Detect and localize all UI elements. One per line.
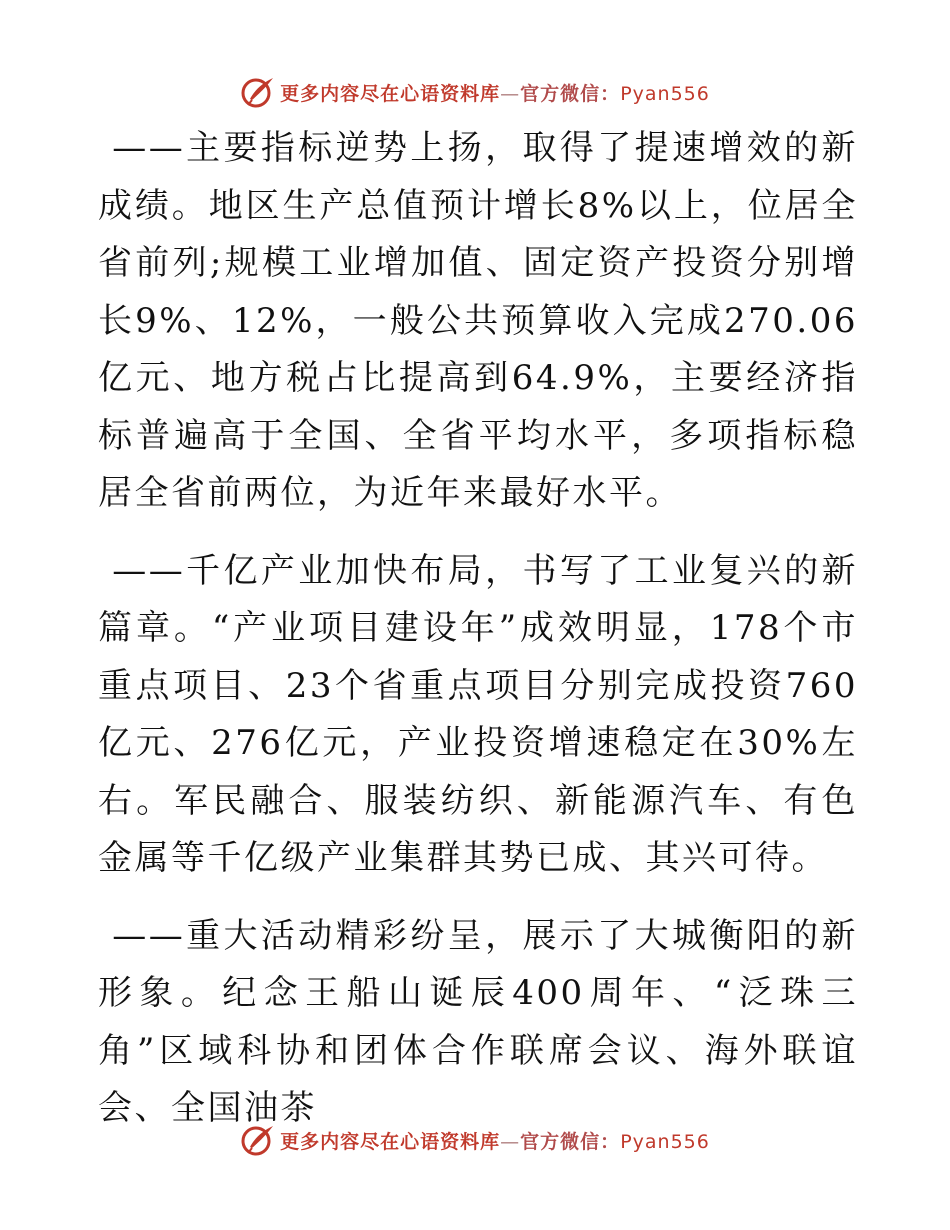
footer-watermark-banner [0,1120,950,1160]
paragraph-industry: ——千亿产业加快布局，书写了工业复兴的新篇章。“产业项目建设年”成效明显，178个市重点项目、23个省重点项目分别完成投资760亿元、276亿元，产业投资增速稳定在30%左右。军民融合、服装纺织、新能源汽车、有色金属等千亿级产业集群其势已成、其兴可待。 [98,550,858,878]
header-watermark-banner [0,72,950,112]
watermark-prefix: 更多内容尽在心语资料库 [280,1130,501,1153]
paragraph-indicators: ——主要指标逆势上扬，取得了提速增效的新成绩。地区生产总值预计增长8%以上，位居全省前列;规模工业增加值、固定资产投资分别增长9%、12%，一般公共预算收入完成270.06亿元、地方税占比提高到64.9%，主要经济指标普遍高于全国、全省平均水平，多项指标稳居全省前两位，为近年来最好水平。 [98,128,858,513]
watermark-wechat-id: Pyan556 [620,1130,710,1153]
feather-logo-icon [240,75,276,109]
watermark-wechat-label: 官方微信： [520,82,621,105]
watermark-wechat-label: 官方微信： [520,1130,621,1153]
watermark-wechat-id: Pyan556 [620,82,710,105]
feather-logo-icon [240,1123,276,1157]
paragraph-events: ——重大活动精彩纷呈，展示了大城衡阳的新形象。纪念王船山诞辰400周年、“泛珠三角”区域科协和团体合作联席会议、海外联谊会、全国油茶 [98,915,858,1128]
document-body [98,120,858,1158]
watermark-text [280,1127,710,1154]
watermark-prefix: 更多内容尽在心语资料库 [280,82,501,105]
watermark-text [280,79,710,106]
watermark-dash: — [500,82,521,105]
watermark-dash: — [500,1130,521,1153]
